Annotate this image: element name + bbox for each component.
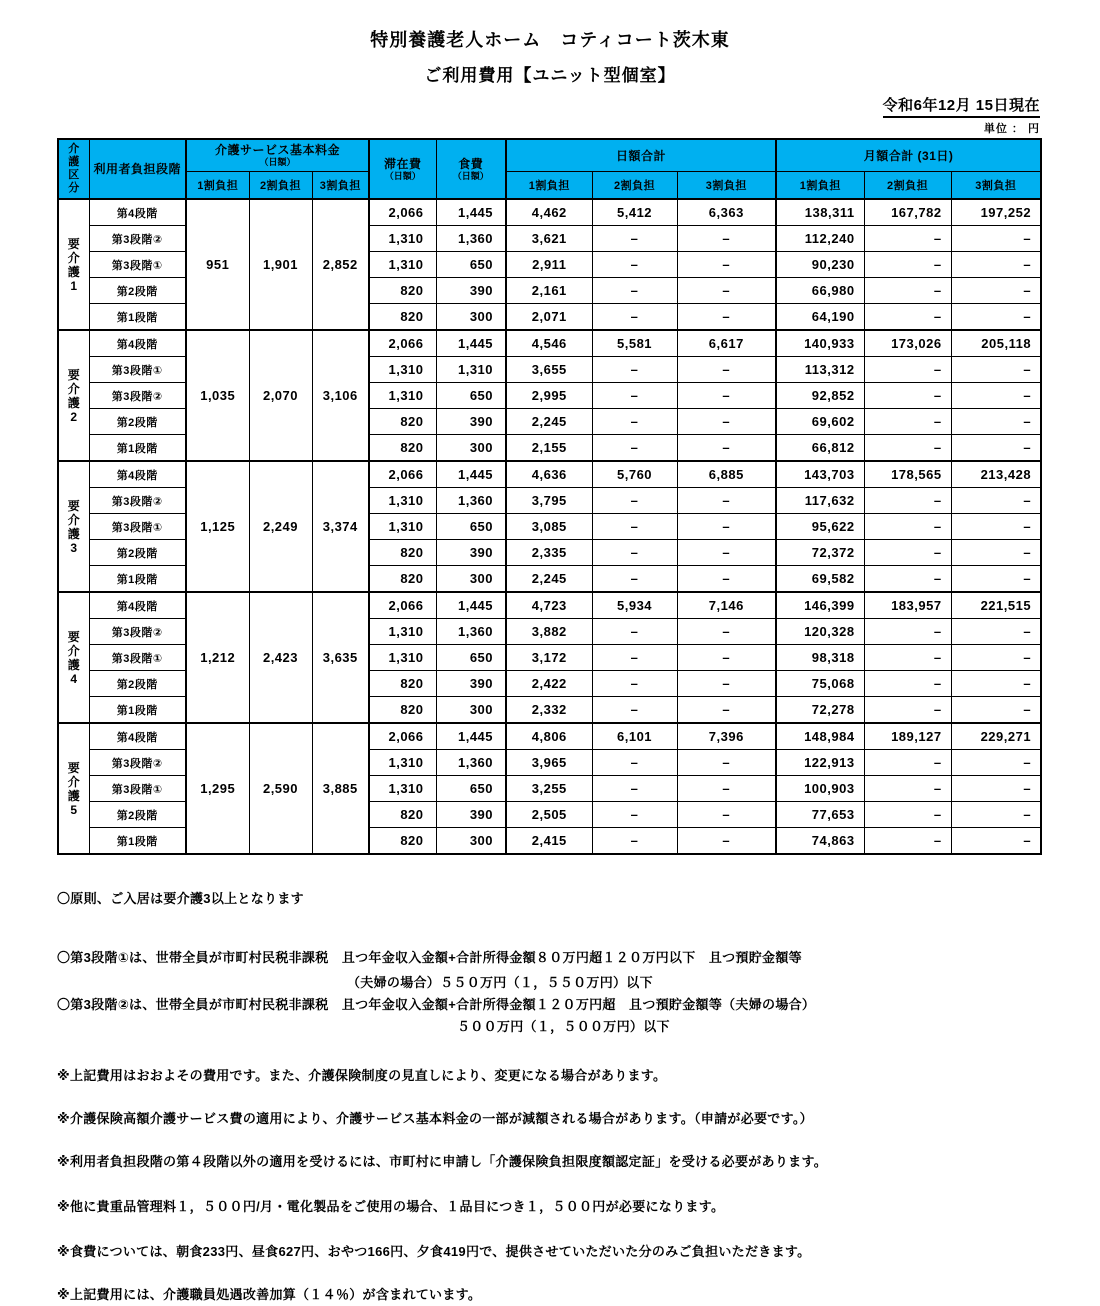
subheader-basic-10pct: 1割負担 [186, 172, 249, 200]
daily-total-30pct: 6,885 [677, 461, 776, 488]
monthly-total-30pct: – [951, 278, 1041, 304]
monthly-total-30pct: 229,271 [951, 723, 1041, 750]
subheader-basic-20pct: 2割負担 [249, 172, 312, 200]
subheader-daily-20pct: 2割負担 [592, 172, 677, 200]
basic-fee-20pct: 2,249 [249, 461, 312, 592]
daily-total-20pct: – [592, 514, 677, 540]
monthly-total-30pct: – [951, 409, 1041, 435]
monthly-total-30pct: – [951, 357, 1041, 383]
daily-total-20pct: – [592, 435, 677, 462]
daily-total-10pct: 3,085 [506, 514, 592, 540]
monthly-total-10pct: 69,582 [776, 566, 864, 593]
daily-total-10pct: 4,636 [506, 461, 592, 488]
monthly-total-10pct: 72,278 [776, 697, 864, 724]
monthly-total-30pct: – [951, 488, 1041, 514]
daily-total-30pct: – [677, 278, 776, 304]
note-line: ※利用者負担段階の第４段階以外の適用を受けるには、市町村に申請し「介護保険負担限度額認定証」を受ける必要があります。 [57, 1154, 827, 1169]
monthly-total-10pct: 117,632 [776, 488, 864, 514]
daily-total-20pct: – [592, 645, 677, 671]
monthly-total-10pct: 69,602 [776, 409, 864, 435]
fee-row [58, 723, 1041, 750]
monthly-total-30pct: 197,252 [951, 199, 1041, 226]
stay-fee-value: 1,310 [369, 226, 436, 252]
daily-total-10pct: 3,795 [506, 488, 592, 514]
daily-total-30pct: 6,363 [677, 199, 776, 226]
food-fee-value: 300 [436, 828, 506, 855]
care-category-label: 要 介 護 4 [58, 592, 89, 723]
daily-total-10pct: 4,546 [506, 330, 592, 357]
monthly-total-10pct: 64,190 [776, 304, 864, 331]
fee-row [58, 199, 1041, 226]
daily-total-20pct: – [592, 409, 677, 435]
monthly-total-30pct: – [951, 566, 1041, 593]
stage-label: 第2段階 [89, 278, 186, 304]
monthly-total-20pct: – [864, 304, 951, 331]
monthly-total-30pct: 205,118 [951, 330, 1041, 357]
stay-fee-value: 820 [369, 828, 436, 855]
daily-total-10pct: 2,335 [506, 540, 592, 566]
daily-total-10pct: 4,462 [506, 199, 592, 226]
food-fee-value: 390 [436, 540, 506, 566]
basic-fee-20pct: 2,590 [249, 723, 312, 854]
daily-total-10pct: 2,422 [506, 671, 592, 697]
monthly-total-20pct: – [864, 383, 951, 409]
stage-label: 第3段階① [89, 776, 186, 802]
monthly-total-30pct: 221,515 [951, 592, 1041, 619]
stay-fee-value: 2,066 [369, 199, 436, 226]
stay-fee-value: 820 [369, 278, 436, 304]
note-line: 〇第3段階①は、世帯全員が市町村民税非課税 且つ年金収入金額+合計所得金額８０万円超１２０万円以下 且つ預貯金額等 [57, 950, 802, 965]
monthly-total-10pct: 138,311 [776, 199, 864, 226]
daily-total-20pct: 5,581 [592, 330, 677, 357]
daily-total-20pct: – [592, 697, 677, 724]
daily-total-30pct: – [677, 488, 776, 514]
stage-label: 第2段階 [89, 802, 186, 828]
monthly-total-10pct: 90,230 [776, 252, 864, 278]
basic-fee-30pct: 3,635 [312, 592, 369, 723]
monthly-total-20pct: – [864, 697, 951, 724]
stay-fee-value: 1,310 [369, 488, 436, 514]
stage-label: 第1段階 [89, 828, 186, 855]
food-fee-value: 390 [436, 671, 506, 697]
subheader-basic-30pct: 3割負担 [312, 172, 369, 200]
food-fee-value: 650 [436, 776, 506, 802]
monthly-total-10pct: 72,372 [776, 540, 864, 566]
food-fee-value: 1,445 [436, 592, 506, 619]
stay-fee-value: 1,310 [369, 619, 436, 645]
stage-label: 第3段階① [89, 645, 186, 671]
fee-table [57, 138, 1042, 855]
daily-total-10pct: 2,995 [506, 383, 592, 409]
monthly-total-20pct: – [864, 514, 951, 540]
daily-total-10pct: 3,621 [506, 226, 592, 252]
unit-note: 単位 ： 円 [983, 123, 1040, 135]
monthly-total-10pct: 95,622 [776, 514, 864, 540]
monthly-total-20pct: – [864, 409, 951, 435]
stay-fee-value: 820 [369, 802, 436, 828]
daily-total-20pct: – [592, 278, 677, 304]
daily-total-10pct: 4,723 [506, 592, 592, 619]
food-fee-value: 1,445 [436, 330, 506, 357]
monthly-total-30pct: – [951, 226, 1041, 252]
daily-total-20pct: – [592, 226, 677, 252]
daily-total-20pct: – [592, 540, 677, 566]
monthly-total-30pct: – [951, 802, 1041, 828]
note-line: ５００万円（１，５００万円）以下 [457, 1019, 670, 1034]
monthly-total-30pct: – [951, 697, 1041, 724]
stay-fee-value: 1,310 [369, 776, 436, 802]
daily-total-10pct: 3,255 [506, 776, 592, 802]
stay-fee-value: 820 [369, 435, 436, 462]
stage-label: 第1段階 [89, 304, 186, 331]
food-fee-value: 1,360 [436, 226, 506, 252]
stage-label: 第2段階 [89, 540, 186, 566]
basic-fee-30pct: 3,374 [312, 461, 369, 592]
monthly-total-30pct: – [951, 304, 1041, 331]
daily-total-30pct: – [677, 304, 776, 331]
stage-label: 第4段階 [89, 592, 186, 619]
note-line: （夫婦の場合）５５０万円（１，５５０万円）以下 [347, 975, 653, 990]
food-fee-value: 300 [436, 566, 506, 593]
monthly-total-10pct: 122,913 [776, 750, 864, 776]
stay-fee-value: 1,310 [369, 357, 436, 383]
food-fee-value: 650 [436, 514, 506, 540]
food-fee-value: 300 [436, 304, 506, 331]
care-category-label: 要 介 護 3 [58, 461, 89, 592]
daily-total-30pct: 7,146 [677, 592, 776, 619]
daily-total-10pct: 2,911 [506, 252, 592, 278]
daily-total-20pct: – [592, 619, 677, 645]
stage-label: 第3段階② [89, 619, 186, 645]
stage-label: 第3段階② [89, 750, 186, 776]
daily-total-10pct: 2,071 [506, 304, 592, 331]
stay-fee-value: 1,310 [369, 383, 436, 409]
monthly-total-30pct: – [951, 383, 1041, 409]
stay-fee-value: 820 [369, 671, 436, 697]
monthly-total-20pct: – [864, 566, 951, 593]
col-header-daily-total: 日額合計 [506, 139, 776, 172]
daily-total-30pct: – [677, 540, 776, 566]
basic-fee-20pct: 2,423 [249, 592, 312, 723]
care-category-label: 要 介 護 2 [58, 330, 89, 461]
basic-fee-10pct: 1,125 [186, 461, 249, 592]
stay-fee-value: 820 [369, 304, 436, 331]
food-fee-value: 1,360 [436, 750, 506, 776]
care-category-label: 要 介 護 5 [58, 723, 89, 854]
subheader-monthly-10pct: 1割負担 [776, 172, 864, 200]
daily-total-30pct: – [677, 226, 776, 252]
food-fee-value: 650 [436, 383, 506, 409]
daily-total-30pct: – [677, 357, 776, 383]
daily-total-10pct: 4,806 [506, 723, 592, 750]
monthly-total-20pct: – [864, 435, 951, 462]
stay-fee-value: 1,310 [369, 514, 436, 540]
monthly-total-30pct: – [951, 671, 1041, 697]
daily-total-30pct: – [677, 671, 776, 697]
monthly-total-20pct: – [864, 278, 951, 304]
note-line: ※他に貴重品管理料１，５００円/月・電化製品をご使用の場合、１品目につき１，５００円が必要になります。 [57, 1199, 725, 1214]
basic-fee-10pct: 951 [186, 199, 249, 330]
monthly-total-20pct: – [864, 645, 951, 671]
monthly-total-20pct: – [864, 776, 951, 802]
daily-total-30pct: 6,617 [677, 330, 776, 357]
food-fee-value: 1,360 [436, 488, 506, 514]
monthly-total-20pct: – [864, 802, 951, 828]
col-header-monthly-total: 月額合計 (31日) [776, 139, 1041, 172]
stage-label: 第4段階 [89, 330, 186, 357]
monthly-total-30pct: – [951, 435, 1041, 462]
monthly-total-20pct: 189,127 [864, 723, 951, 750]
monthly-total-30pct: – [951, 776, 1041, 802]
monthly-total-20pct: – [864, 671, 951, 697]
food-fee-value: 650 [436, 645, 506, 671]
fee-row [58, 592, 1041, 619]
food-fee-value: 390 [436, 802, 506, 828]
monthly-total-20pct: – [864, 488, 951, 514]
food-fee-value: 390 [436, 409, 506, 435]
daily-total-20pct: – [592, 304, 677, 331]
daily-total-10pct: 3,172 [506, 645, 592, 671]
monthly-total-10pct: 98,318 [776, 645, 864, 671]
basic-fee-20pct: 1,901 [249, 199, 312, 330]
daily-total-20pct: – [592, 671, 677, 697]
food-fee-value: 1,310 [436, 357, 506, 383]
food-fee-value: 1,445 [436, 723, 506, 750]
monthly-total-30pct: – [951, 828, 1041, 855]
daily-total-10pct: 3,655 [506, 357, 592, 383]
daily-total-20pct: – [592, 828, 677, 855]
food-fee-value: 300 [436, 697, 506, 724]
stay-fee-value: 1,310 [369, 252, 436, 278]
daily-total-30pct: – [677, 566, 776, 593]
col-header-basic-fee: 介護サービス基本料金 （日額） [186, 139, 369, 172]
stage-label: 第1段階 [89, 566, 186, 593]
monthly-total-10pct: 143,703 [776, 461, 864, 488]
daily-total-10pct: 3,965 [506, 750, 592, 776]
stage-label: 第1段階 [89, 435, 186, 462]
monthly-total-10pct: 74,863 [776, 828, 864, 855]
stage-label: 第4段階 [89, 461, 186, 488]
monthly-total-30pct: 213,428 [951, 461, 1041, 488]
food-fee-value: 1,360 [436, 619, 506, 645]
subheader-daily-30pct: 3割負担 [677, 172, 776, 200]
basic-fee-10pct: 1,295 [186, 723, 249, 854]
monthly-total-30pct: – [951, 514, 1041, 540]
daily-total-20pct: – [592, 357, 677, 383]
daily-total-10pct: 2,161 [506, 278, 592, 304]
daily-total-30pct: – [677, 750, 776, 776]
subheader-monthly-20pct: 2割負担 [864, 172, 951, 200]
monthly-total-10pct: 146,399 [776, 592, 864, 619]
daily-total-30pct: – [677, 776, 776, 802]
basic-fee-10pct: 1,212 [186, 592, 249, 723]
monthly-total-10pct: 66,980 [776, 278, 864, 304]
monthly-total-20pct: – [864, 828, 951, 855]
daily-total-10pct: 2,332 [506, 697, 592, 724]
monthly-total-20pct: – [864, 540, 951, 566]
monthly-total-20pct: 173,026 [864, 330, 951, 357]
stay-fee-value: 1,310 [369, 750, 436, 776]
daily-total-30pct: – [677, 383, 776, 409]
monthly-total-20pct: – [864, 750, 951, 776]
daily-total-10pct: 2,155 [506, 435, 592, 462]
monthly-total-10pct: 120,328 [776, 619, 864, 645]
monthly-total-20pct: – [864, 619, 951, 645]
monthly-total-10pct: 112,240 [776, 226, 864, 252]
stay-fee-value: 2,066 [369, 330, 436, 357]
daily-total-30pct: – [677, 645, 776, 671]
note-line: ※上記費用には、介護職員処遇改善加算（１４％）が含まれています。 [57, 1287, 482, 1302]
daily-total-10pct: 3,882 [506, 619, 592, 645]
stay-fee-value: 2,066 [369, 723, 436, 750]
monthly-total-10pct: 75,068 [776, 671, 864, 697]
col-header-food-fee: 食費 （日額） [436, 139, 506, 199]
basic-fee-10pct: 1,035 [186, 330, 249, 461]
daily-total-30pct: – [677, 828, 776, 855]
daily-total-30pct: 7,396 [677, 723, 776, 750]
stay-fee-value: 1,310 [369, 645, 436, 671]
stay-fee-value: 820 [369, 566, 436, 593]
daily-total-10pct: 2,245 [506, 566, 592, 593]
monthly-total-30pct: – [951, 252, 1041, 278]
daily-total-20pct: – [592, 776, 677, 802]
daily-total-20pct: – [592, 488, 677, 514]
monthly-total-30pct: – [951, 619, 1041, 645]
subheader-monthly-30pct: 3割負担 [951, 172, 1041, 200]
stay-fee-value: 2,066 [369, 461, 436, 488]
stage-label: 第3段階① [89, 357, 186, 383]
basic-fee-30pct: 3,885 [312, 723, 369, 854]
daily-total-30pct: – [677, 409, 776, 435]
monthly-total-20pct: 167,782 [864, 199, 951, 226]
daily-total-30pct: – [677, 802, 776, 828]
note-line: ※介護保険高額介護サービス費の適用により、介護サービス基本料金の一部が減額される場合があります。（申請が必要です。） [57, 1111, 813, 1126]
daily-total-20pct: – [592, 802, 677, 828]
food-fee-value: 1,445 [436, 461, 506, 488]
food-fee-value: 300 [436, 435, 506, 462]
monthly-total-10pct: 92,852 [776, 383, 864, 409]
stage-label: 第4段階 [89, 199, 186, 226]
stage-label: 第4段階 [89, 723, 186, 750]
daily-total-30pct: – [677, 697, 776, 724]
col-header-burden-stage: 利用者負担段階 [89, 139, 186, 199]
monthly-total-30pct: – [951, 540, 1041, 566]
stage-label: 第3段階② [89, 383, 186, 409]
food-fee-value: 650 [436, 252, 506, 278]
subheader-daily-10pct: 1割負担 [506, 172, 592, 200]
note-line: ※食費については、朝食233円、昼食627円、おやつ166円、夕食419円で、提供させていただいた分のみご負担いただきます。 [57, 1244, 811, 1259]
stage-label: 第3段階② [89, 488, 186, 514]
monthly-total-20pct: – [864, 226, 951, 252]
note-line: 〇原則、ご入居は要介護3以上となります [57, 891, 304, 906]
notes [57, 889, 1047, 1304]
stay-fee-value: 2,066 [369, 592, 436, 619]
monthly-total-20pct: – [864, 252, 951, 278]
care-category-label: 要 介 護 1 [58, 199, 89, 330]
monthly-total-10pct: 77,653 [776, 802, 864, 828]
daily-total-30pct: – [677, 252, 776, 278]
stage-label: 第3段階① [89, 514, 186, 540]
daily-total-30pct: – [677, 514, 776, 540]
page-title: 特別養護老人ホーム コティコート茨木東 [370, 30, 730, 50]
daily-total-10pct: 2,245 [506, 409, 592, 435]
daily-total-10pct: 2,415 [506, 828, 592, 855]
monthly-total-10pct: 113,312 [776, 357, 864, 383]
stage-label: 第2段階 [89, 671, 186, 697]
food-fee-value: 1,445 [436, 199, 506, 226]
daily-total-20pct: – [592, 750, 677, 776]
fee-table-body [58, 199, 1041, 854]
food-fee-value: 390 [436, 278, 506, 304]
monthly-total-20pct: – [864, 357, 951, 383]
monthly-total-20pct: 183,957 [864, 592, 951, 619]
basic-fee-30pct: 3,106 [312, 330, 369, 461]
stay-fee-value: 820 [369, 540, 436, 566]
monthly-total-30pct: – [951, 645, 1041, 671]
daily-total-20pct: 5,934 [592, 592, 677, 619]
daily-total-20pct: – [592, 566, 677, 593]
meta-block [57, 94, 1040, 136]
daily-total-20pct: 5,412 [592, 199, 677, 226]
fee-row [58, 330, 1041, 357]
daily-total-20pct: – [592, 252, 677, 278]
monthly-total-10pct: 66,812 [776, 435, 864, 462]
note-line: 〇第3段階②は、世帯全員が市町村民税非課税 且つ年金収入金額+合計所得金額１２０万円超 且つ預貯金額等（夫婦の場合） [57, 997, 816, 1012]
monthly-total-20pct: 178,565 [864, 461, 951, 488]
basic-fee-30pct: 2,852 [312, 199, 369, 330]
monthly-total-10pct: 140,933 [776, 330, 864, 357]
daily-total-20pct: – [592, 383, 677, 409]
fee-row [58, 461, 1041, 488]
daily-total-10pct: 2,505 [506, 802, 592, 828]
monthly-total-10pct: 100,903 [776, 776, 864, 802]
basic-fee-20pct: 2,070 [249, 330, 312, 461]
stay-fee-value: 820 [369, 697, 436, 724]
monthly-total-10pct: 148,984 [776, 723, 864, 750]
daily-total-20pct: 5,760 [592, 461, 677, 488]
stage-label: 第3段階② [89, 226, 186, 252]
daily-total-20pct: 6,101 [592, 723, 677, 750]
stay-fee-value: 820 [369, 409, 436, 435]
monthly-total-30pct: – [951, 750, 1041, 776]
daily-total-30pct: – [677, 619, 776, 645]
daily-total-30pct: – [677, 435, 776, 462]
note-line: ※上記費用はおおよその費用です。また、介護保険制度の見直しにより、変更になる場合があります。 [57, 1068, 667, 1083]
as-of-date: 令和6年12月 15日現在 [883, 94, 1040, 118]
stage-label: 第3段階① [89, 252, 186, 278]
col-header-care-category: 介護区分 [58, 139, 89, 199]
page-subtitle: ご利用費用【ユニット型個室】 [424, 66, 676, 85]
stage-label: 第2段階 [89, 409, 186, 435]
col-header-stay-fee: 滞在費 （日額） [369, 139, 436, 199]
stage-label: 第1段階 [89, 697, 186, 724]
